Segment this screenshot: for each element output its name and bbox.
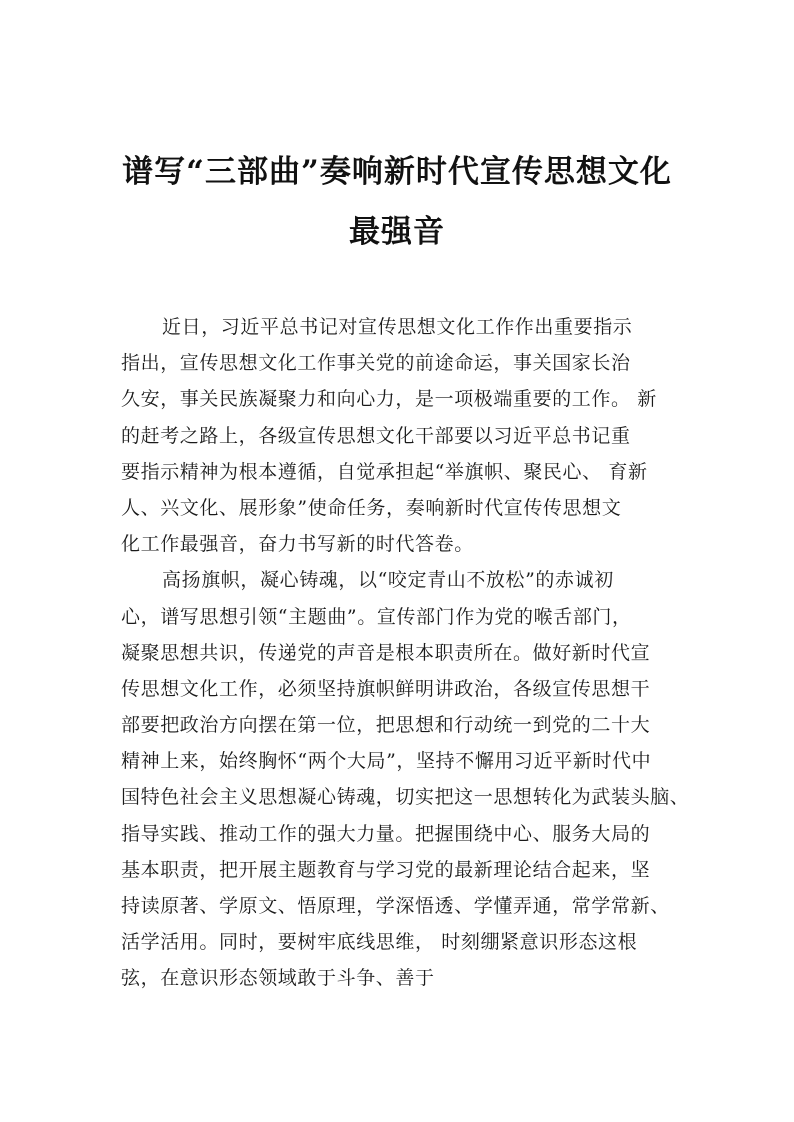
text-line: 的赶考之路上，各级宣传思想文化干部要以习近平总书记重 [121,424,631,447]
title-line-1: 谱写“三部曲”奏响新时代宣传思想文化 [122,154,672,190]
text-line: 化工作最强音，奋力书写新的时代答卷。 [121,533,474,556]
text-line: 人、兴文化、展形象”使命任务，奏响新时代宣传传思想文 [121,496,622,519]
text-line: 指出，宣传思想文化工作事关党的前途命运，事关国家长治 [121,352,631,375]
text-line: 精神上来，始终胸怀“两个大局”，坚持不懈用习近平新时代中 [121,750,652,773]
title-line-2: 最强音 [349,214,445,250]
text-line: 指导实践、推动工作的强大力量。把握围绕中心、服务大局的 [121,822,651,845]
text-line: 心，谱写思想引领“主题曲”。宣传部门作为党的喉舌部门， [121,605,632,628]
text-line: 持读原著、学原文、悟原理，学深悟透、学懂弄通，常学常新、 [121,895,670,917]
text-line: 国特色社会主义思想凝心铸魂，切实把这一思想转化为武装头脑、 [121,786,690,809]
text-line: 要指示精神为根本遵循，自觉承担起“举旗帜、聚民心、 育新 [121,460,648,483]
text-line: 久安，事关民族凝聚力和向心力，是一项极端重要的工作。 新 [121,388,657,411]
text-line: 凝聚思想共识，传递党的声音是根本职责所在。做好新时代宣 [121,641,651,664]
paragraph-1 [121,309,681,562]
text-line: 高扬旗帜，凝心铸魂，以“咬定青山不放松”的赤诚初 [162,569,614,592]
text-line: 传思想文化工作，必须坚持旗帜鲜明讲政治，各级宣传思想干 [121,677,651,700]
paragraph-2 [121,562,690,996]
text-line: 部要把政治方向摆在第一位，把思想和行动统一到党的二十大 [121,714,651,737]
text-line: 弦，在意识形态领域敢于斗争、善于 [121,967,435,990]
text-line: 近日，习近平总书记对宣传思想文化工作作出重要指示 [162,316,633,338]
text-line: 活学活用。同时，要树牢底线思维， 时刻绷紧意识形态这根 [121,931,638,954]
article-body [121,309,690,997]
text-line: 基本职责，把开展主题教育与学习党的最新理论结合起来，坚 [121,858,651,881]
